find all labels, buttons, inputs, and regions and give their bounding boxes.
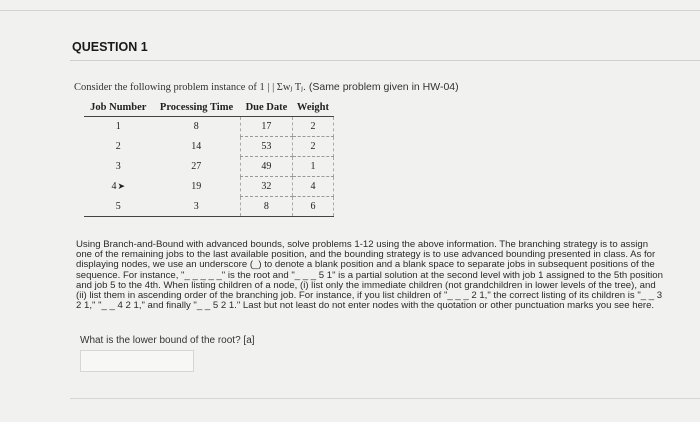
cell-job: 4➤	[111, 181, 126, 192]
instruction-line: 2 1," "_ _ 4 2 1," and finally "_ _ 5 2 1." Last but not least do not enter nodes with the quotation or other punctuation marks you see here.	[76, 300, 655, 312]
cell-weight: 4	[292, 177, 333, 197]
cell-job: 1	[115, 121, 121, 133]
title-divider	[70, 60, 700, 61]
cell-due-date: 17	[240, 117, 292, 137]
table-row	[84, 157, 334, 177]
instruction-line: sequence. For instance, "_ _ _ _ _" is the root and "_ _ _ 5 1" is a partial solution at the second level with job 1 assigned to the 5th position	[76, 269, 663, 281]
cell-weight: 6	[292, 197, 333, 217]
cell-processing-time: 3	[153, 197, 241, 217]
top-divider	[0, 10, 700, 11]
mouse-cursor-icon: ➤	[117, 181, 126, 191]
cell-due-date: 8	[240, 197, 292, 217]
problem-intro	[74, 81, 459, 93]
table-row	[84, 117, 334, 137]
cell-weight: 1	[292, 157, 333, 177]
question-prompt: What is the lower bound of the root? [a]	[80, 335, 255, 346]
table-row	[84, 177, 334, 197]
cell-job: 3	[115, 161, 121, 172]
col-processing-time: Processing Time	[153, 100, 241, 117]
table-row	[84, 137, 334, 157]
problem-table	[84, 100, 334, 217]
cell-processing-time: 19	[191, 181, 202, 192]
cell-job: 5	[84, 197, 153, 217]
cell-due-date: 53	[240, 137, 292, 157]
intro-suffix: . (Same problem given in HW-04)	[303, 81, 459, 93]
instruction-line: one of the remaining jobs to the last available position, and the bounding strategy is to use advanced bounding presented in class. As for	[76, 249, 656, 261]
col-weight: Weight	[292, 100, 333, 117]
cell-processing-time: 8	[193, 121, 199, 133]
cell-due-date: 49	[240, 157, 292, 177]
cell-weight: 2	[292, 137, 333, 157]
instruction-line: displaying nodes, we use an underscore (_) to denote a blank position and a blank space to separate jobs in subsequent positions of the	[76, 259, 655, 271]
table-row	[84, 197, 334, 217]
instruction-line: (ii) list them in ascending order of the branching job. For instance, if you list children of "_ _ _ 2 1," the correct listing of its children is "_ _ 3	[76, 290, 663, 302]
table-header-row	[84, 100, 334, 117]
cell-job: 2	[115, 141, 121, 152]
col-due-date: Due Date	[240, 100, 292, 117]
instructions-paragraph	[76, 240, 696, 311]
cell-due-date: 32	[240, 177, 292, 197]
answer-input[interactable]	[80, 350, 194, 372]
cell-processing-time: 27	[191, 161, 202, 172]
cell-weight: 2	[292, 117, 333, 137]
col-job-number: Job Number	[84, 100, 153, 117]
instruction-line: and job 5 to the 4th. When listing children of a node, (i) list only the immediate children (not grandchildren in lower levels of the tree), and	[76, 279, 656, 291]
instruction-line: Using Branch-and-Bound with advanced bounds, solve problems 1-12 using the above information. The branching strategy is to assign	[76, 239, 649, 250]
question-title: QUESTION 1	[72, 40, 148, 54]
intro-prefix: Consider the following problem instance of 1 | |	[74, 82, 277, 93]
bottom-divider	[70, 398, 700, 399]
intro-formula: Σwⱼ Tⱼ	[276, 82, 304, 93]
cell-processing-time: 14	[191, 141, 202, 152]
